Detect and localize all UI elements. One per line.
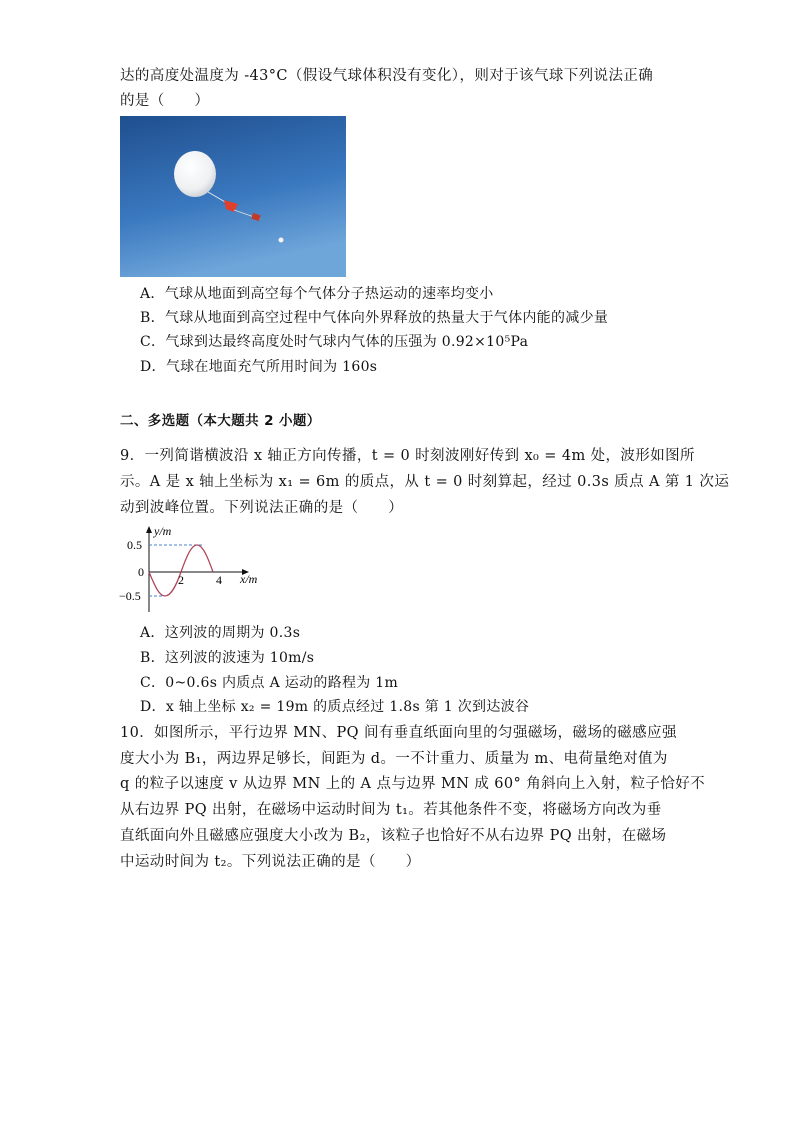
q9-option-d: D．x 轴上坐标 x₂ = 19m 的质点经过 1.8s 第 1 次到达波谷 [140,699,530,715]
q8-option-a: A．气球从地面到高空每个气体分子热运动的速率均变小 [140,286,494,302]
wave-curve [149,545,213,596]
x-axis-label: x/m [240,572,258,586]
y-axis-label: y/m [154,524,172,538]
q9-stem-line-1: 9．一列简谐横波沿 x 轴正方向传播，t = 0 时刻波刚好传到 x₀ = 4m 处，波形如图所 [120,448,695,464]
q10-line-3: q 的粒子以速度 v 从边界 MN 上的 A 点与边界 MN 成 60° 角斜向上入射，粒子恰好不 [120,776,706,792]
q8-option-d: D．气球在地面充气所用时间为 160s [140,359,378,375]
q8-stem-line-2: 的是（ ） [120,93,210,109]
q8-option-b: B．气球从地面到高空过程中气体向外界释放的热量大于气体内能的减少量 [140,310,609,326]
y-axis-arrow [146,526,152,533]
weather-balloon-photo [120,116,346,277]
q9-stem-line-2: 示。A 是 x 轴上坐标为 x₁ = 6m 的质点，从 t = 0 时刻算起，经过 0.3s 质点 A 第 1 次运 [120,474,730,490]
section-heading: 二、多选题（本大题共 2 小题） [120,413,321,429]
waveform-figure [118,524,268,616]
q9-option-c: C．0~0.6s 内质点 A 运动的路程为 1m [140,675,399,691]
y-tick-bottom: −0.5 [119,589,141,603]
q8-option-c: C．气球到达最终高度处时气球内气体的压强为 0.92×10⁵Pa [140,334,529,350]
q10-line-1: 10．如图所示，平行边界 MN、PQ 间有垂直纸面向里的匀强磁场，磁场的磁感应强 [120,725,677,741]
y-tick-zero: 0 [138,565,144,579]
q10-line-2: 度大小为 B₁，两边界足够长，间距为 d。一不计重力、质量为 m、电荷量绝对值为 [120,751,668,767]
x-tick-4: 4 [216,573,222,587]
x-tick-2: 2 [178,573,184,587]
q8-stem-line-1: 达的高度处温度为 -43°C（假设气球体积没有变化），则对于该气球下列说法正确 [120,68,654,84]
q9-option-a: A．这列波的周期为 0.3s [140,625,301,641]
q10-line-5: 直纸面向外且磁感应强度大小改为 B₂，该粒子也恰好不从右边界 PQ 出射，在磁场 [120,828,667,844]
q9-option-b: B．这列波的波速为 10m/s [140,650,315,666]
q10-line-6: 中运动时间为 t₂。下列说法正确的是（ ） [120,854,421,870]
q10-line-4: 从右边界 PQ 出射，在磁场中运动时间为 t₁。若其他条件不变，将磁场方向改为垂 [120,802,662,818]
q9-stem-line-3: 动到波峰位置。下列说法正确的是（ ） [120,500,404,516]
y-tick-top: 0.5 [127,538,142,552]
